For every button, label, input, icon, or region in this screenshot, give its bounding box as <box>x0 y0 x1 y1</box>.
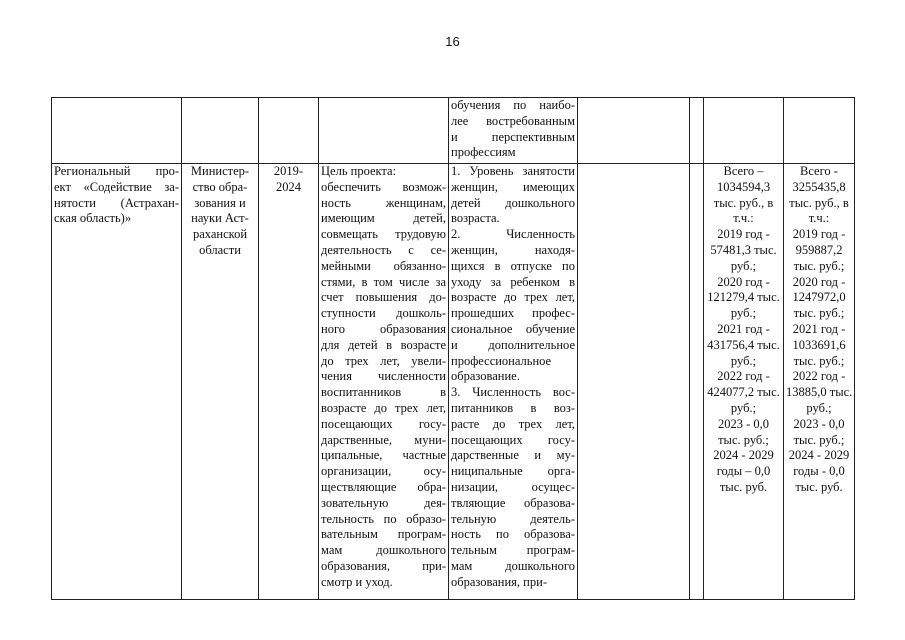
text-line: смотр и уход. <box>321 574 393 589</box>
cell-empty <box>259 98 319 164</box>
text-line: Министер- <box>190 164 250 178</box>
text-line: ципальные, частные <box>321 448 446 463</box>
text-line: т.ч.: <box>733 211 754 226</box>
cell-empty <box>319 98 449 164</box>
cell-empty <box>690 164 704 600</box>
text-line: ного образования <box>321 321 446 336</box>
text-line: 1247972,0 <box>792 290 846 305</box>
text-line: обучения по наибо- <box>451 98 575 112</box>
text-line: 2019 год - <box>792 227 846 242</box>
text-line: тельность по образо- <box>321 511 446 526</box>
text-line: 1034594,3 <box>716 179 771 194</box>
text-line: и перспективным <box>451 129 575 144</box>
cell-empty <box>52 98 182 164</box>
text-line: годы – 0,0 <box>716 464 771 479</box>
text-line: руб.; <box>806 400 832 415</box>
text-line: сиональное обучение <box>451 321 575 336</box>
text-line: имеющим детей, <box>321 211 446 226</box>
text-line: области <box>199 242 241 257</box>
text-line: твляющие образова- <box>451 495 575 510</box>
text-line: образования, при- <box>451 574 547 589</box>
text-line: 2024 <box>276 179 301 194</box>
cell-indicators <box>449 164 578 600</box>
text-line: 2019- <box>273 164 304 178</box>
cell-executor <box>182 164 259 600</box>
text-line: зования и <box>194 195 246 210</box>
text-line: питанников в воз- <box>451 400 575 415</box>
text-line: щихся в отпуске по <box>451 258 575 273</box>
text-line: 2024 - 2029 <box>788 448 850 463</box>
text-line: 1. Уровень занятости <box>451 164 575 178</box>
text-line: 121279,4 тыс. <box>707 290 780 305</box>
text-line: 3255435,8 <box>792 179 846 194</box>
text-line: зовательную дея- <box>321 495 446 510</box>
text-line: ская область)» <box>54 211 132 226</box>
text-line: возрасте до трех лет, <box>321 400 446 415</box>
text-line: т.ч.: <box>808 211 830 226</box>
text-line: мам дошкольного <box>451 558 575 573</box>
text-line: тыс. руб.; <box>793 306 845 321</box>
text-line: 2021 год - <box>792 321 846 336</box>
text-line: мейными обязанно- <box>321 258 446 273</box>
text-line: ность по образова- <box>451 527 575 542</box>
text-line: 424077,2 тыс. <box>707 385 780 400</box>
text-line: 2022 год - <box>717 369 770 384</box>
text-line: ществляющие обра- <box>321 479 446 494</box>
text-line: годы - 0,0 <box>793 464 845 479</box>
cell-funding-a <box>704 164 784 600</box>
text-line: Региональный про- <box>54 164 179 178</box>
text-line: счет повышения до- <box>321 290 446 305</box>
text-line: Цель проекта: <box>321 164 397 178</box>
text-line: профессиям <box>451 145 516 160</box>
cell-empty <box>690 98 704 164</box>
text-line: для детей в возрасте <box>321 337 446 352</box>
text-line: воспитанников в <box>321 385 446 400</box>
text-line: женщин, находя- <box>451 242 575 257</box>
cell-empty <box>578 164 690 600</box>
cell-period <box>259 164 319 600</box>
text-line: дарственные, муни- <box>321 432 446 447</box>
text-line: тыс. руб.; <box>793 258 845 273</box>
text-line: 431756,4 тыс. <box>707 337 780 352</box>
text-line: 959887,2 <box>795 242 843 257</box>
table-row-continuation <box>52 98 855 164</box>
text-line: лее востребованным <box>451 113 575 128</box>
text-line: обеспечить возмож- <box>321 179 446 194</box>
text-line: 2. Численность <box>451 227 575 242</box>
text-line: Всего – <box>723 164 764 178</box>
text-line: возраста. <box>451 211 500 226</box>
cell-indicators-continued <box>449 98 578 164</box>
page-number: 16 <box>445 34 460 49</box>
text-line: 2022 год - <box>792 369 846 384</box>
text-line: 57481,3 тыс. <box>710 242 777 257</box>
text-line: возрасте до трех лет, <box>451 290 575 305</box>
text-line: тыс. руб., в <box>789 195 849 210</box>
cell-empty <box>704 98 784 164</box>
text-line: тельную деятель- <box>451 511 575 526</box>
text-line: тыс. руб. <box>719 479 768 494</box>
text-line: тыс. руб. <box>795 479 843 494</box>
text-line: ступности дошколь- <box>321 306 446 321</box>
text-line: 2019 год - <box>717 227 770 242</box>
text-line: Всего - <box>800 164 838 178</box>
text-line: расте до трех лет, <box>451 416 575 431</box>
cell-project-name <box>52 164 182 600</box>
text-line: ность женщинам, <box>321 195 446 210</box>
text-line: профессиональное <box>451 353 552 368</box>
text-line: дарственные и му- <box>451 448 575 463</box>
text-line: совмещать трудовую <box>321 227 446 242</box>
text-line: чения численности <box>321 369 446 384</box>
text-line: до трех лет, увели- <box>321 353 446 368</box>
text-line: руб.; <box>730 400 757 415</box>
text-line: 2024 - 2029 <box>713 448 774 463</box>
text-line: уходу за ребенком в <box>451 274 575 289</box>
table-row-regional-project <box>52 164 855 600</box>
text-line: руб.; <box>730 306 757 321</box>
text-line: посещающих госу- <box>321 416 446 431</box>
text-line: раханской <box>192 227 248 242</box>
text-line: и дополнительное <box>451 337 575 352</box>
text-line: 1033691,6 <box>792 337 846 352</box>
cell-empty <box>578 98 690 164</box>
cell-goal <box>319 164 449 600</box>
text-line: женщин, имеющих <box>451 179 575 194</box>
text-line: посещающих госу- <box>451 432 575 447</box>
cell-empty <box>784 98 855 164</box>
text-line: прошедших профес- <box>451 306 575 321</box>
text-line: низации, осущес- <box>451 479 575 494</box>
text-line: тыс. руб.; <box>718 432 769 447</box>
cell-funding-b <box>784 164 855 600</box>
text-line: 2020 год - <box>792 274 846 289</box>
text-line: науки Аст- <box>191 211 249 226</box>
text-line: 3. Численность вос- <box>451 385 575 400</box>
text-line: мам дошкольного <box>321 543 446 558</box>
text-line: 2020 год - <box>717 274 770 289</box>
program-table <box>51 97 855 600</box>
text-line: руб.; <box>730 258 757 273</box>
text-line: 2023 - 0,0 <box>717 416 770 431</box>
text-line: тыс. руб.; <box>793 353 845 368</box>
text-line: стями, в том числе за <box>321 274 446 289</box>
text-line: ство обра- <box>192 179 248 194</box>
text-line: образование. <box>451 369 520 384</box>
text-line: 2021 год - <box>717 321 770 336</box>
text-line: руб.; <box>730 353 757 368</box>
text-line: 2023 - 0,0 <box>793 416 845 431</box>
text-line: тыс. руб., в <box>713 195 774 210</box>
text-line: деятельность с се- <box>321 242 446 257</box>
text-line: нятости (Астрахан- <box>54 195 179 210</box>
text-line: тыс. руб.; <box>793 432 845 447</box>
text-line: детей дошкольного <box>451 195 575 210</box>
text-line: тельным програм- <box>451 543 575 558</box>
text-line: организации, осу- <box>321 464 446 479</box>
cell-empty <box>182 98 259 164</box>
text-line: ект «Содействие за- <box>54 179 179 194</box>
text-line: вательным програм- <box>321 527 446 542</box>
text-line: образования, при- <box>321 558 446 573</box>
text-line: ниципальные орга- <box>451 464 575 479</box>
text-line: 13885,0 тыс. <box>786 385 853 400</box>
